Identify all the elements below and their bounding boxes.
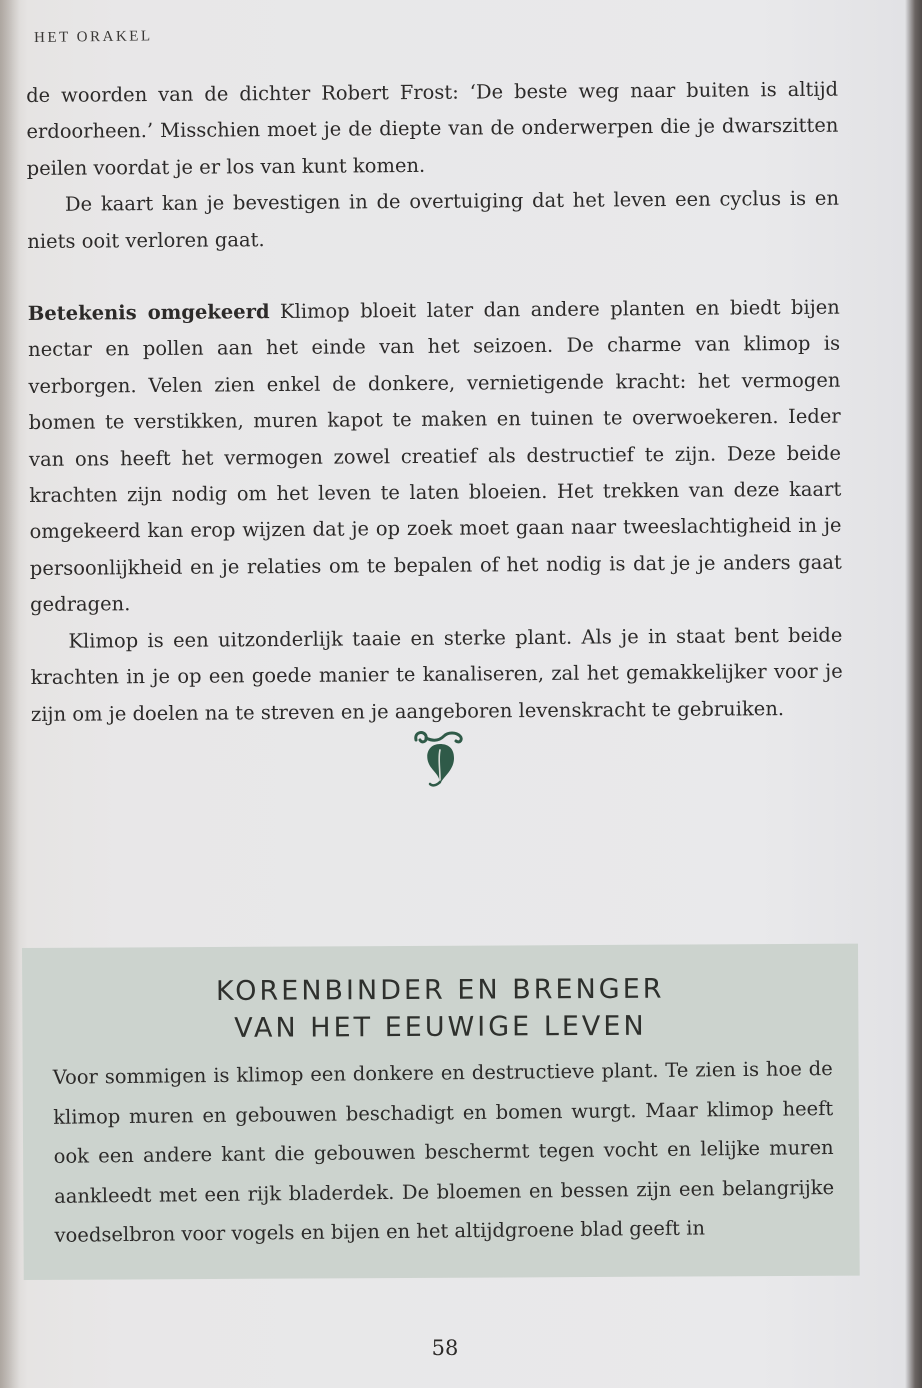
box-title-line-2: VAN HET EEUWIGE LEVEN xyxy=(234,1010,647,1044)
paragraph-reversed-meaning xyxy=(28,290,843,624)
body-text xyxy=(26,72,843,733)
reversed-meaning-term: Betekenis omgekeerd xyxy=(27,300,270,326)
box-text: Voor sommigen is klimop een donkere en destructieve plant. Te zien is hoe de klimop muren en gebouwen beschadigt en bomen wurgt. Maar klimop heeft ook een andere kant die gebouwen beschermt tegen vocht en lelijke muren aankleedt met een rijk bladerdek. De bloemen en bessen zijn een belangrijke voedselbron voor vogels en bijen en het altijdgroene blad geeft in xyxy=(52,1056,835,1247)
paragraph-confirmation: De kaart kan je bevestigen in de overtuiging dat het leven een cyclus is en niets ooit verloren gaat. xyxy=(27,186,840,253)
box-title-line-1: KORENBINDER EN BRENGER xyxy=(215,973,665,1007)
page-number: 58 xyxy=(431,1336,459,1360)
ivy-leaf-icon xyxy=(410,726,468,790)
reversed-meaning-text: Klimop bloeit later dan andere planten en biedt bijen nectar en pollen aan het einde van het seizoen. De charme van klimop is verborgen. Velen zien enkel de donkere, vernietigende kracht: het vermogen bomen te verstikken, muren kapot te maken en tuinen te overwoekeren. Ieder van ons heeft het vermogen zowel creatief als destructief te zijn. Deze beide krachten zijn nodig om het leven te laten bloeien. Het trekken van deze kaart omgekeerd kan erop wijzen dat je op zoek moet gaan naar tweeslachtigheid in je persoonlijkheid en je relaties om te bepalen of het nodig is dat je je anders gaat gedragen. xyxy=(28,295,842,617)
box-title xyxy=(22,970,858,1048)
gutter-shadow xyxy=(0,0,20,1388)
paragraph-ivy-strength: Klimop is een uitzonderlijk taaie en sterke plant. Als je in staat bent beide krachten in je op een goede manier te kanaliseren, zal het gemakkelijker voor je zijn om je doelen na te streven en je aangeboren levenskracht te gebruiken. xyxy=(30,623,843,726)
running-head: HET ORAKEL xyxy=(34,28,153,46)
paragraph-continuation: de woorden van de dichter Robert Frost: ‘De beste weg naar buiten is altijd erdoorheen.’ Misschien moet je de diepte van de onderwerpen die je dwarszitten peilen voordat je er los van kunt komen. xyxy=(26,77,839,180)
sidebar-box xyxy=(22,944,860,1280)
